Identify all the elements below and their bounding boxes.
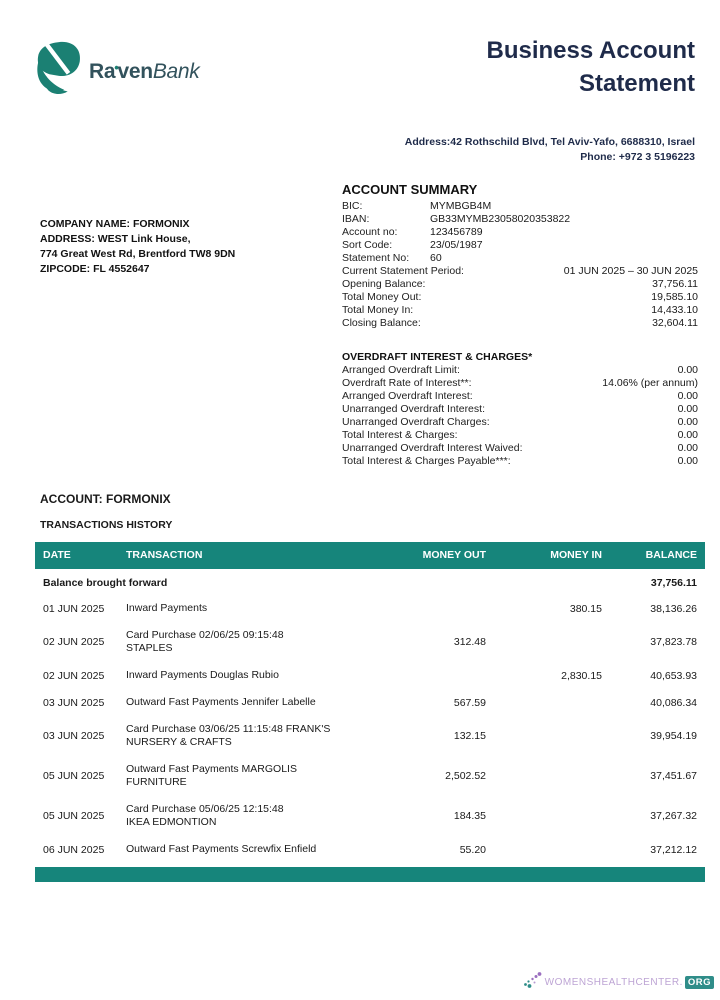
bank-logo [33,40,199,103]
summary-row-opening-balance: Opening Balance: 37,756.11 [342,278,698,290]
overdraft-row-total-charges: Total Interest & Charges: 0.00 [342,429,698,441]
col-header-balance: BALANCE [645,549,697,561]
summary-row-account-no: Account no: 123456789 [342,226,483,238]
table-row [35,662,705,689]
overdraft-row-rate: Overdraft Rate of Interest**: 14.06% (per annum) [342,377,698,389]
company-address-line1: ADDRESS: WEST Link House, [40,233,191,245]
table-row [35,689,705,716]
table-row [35,796,705,836]
tx-money-in: 2,830.15 [561,669,602,682]
col-header-money-in: MONEY IN [550,549,602,561]
tx-money-out: 184.35 [453,810,486,822]
bank-phone: Phone: +972 3 5196223 [580,151,695,163]
tx-balance: 38,136.26 [650,602,697,615]
overdraft-row-limit: Arranged Overdraft Limit: 0.00 [342,364,698,376]
opening-row-label: Balance brought forward [43,577,168,589]
overdraft-section [342,351,698,468]
bank-contact-block [405,135,695,165]
tx-description: Outward Fast Payments Jennifer Labelle [126,696,316,708]
col-header-money-out: MONEY OUT [422,549,486,561]
table-row [35,756,705,796]
tx-date: 02 JUN 2025 [43,636,105,648]
tx-money-out: 55.20 [459,843,486,856]
logo-part3: Bank [152,59,200,83]
summary-row-total-money-in: Total Money In: 14,433.10 [342,304,698,316]
table-row [35,622,705,662]
overdraft-heading: OVERDRAFT INTEREST & CHARGES* [342,351,533,363]
company-name: COMPANY NAME: FORMONIX [40,218,190,230]
account-summary-heading: ACCOUNT SUMMARY [342,182,478,197]
balance-brought-forward-row [35,569,705,595]
overdraft-row-arranged-interest: Arranged Overdraft Interest: 0.00 [342,390,698,402]
tx-balance: 40,653.93 [650,669,697,682]
tx-description: Card Purchase 05/06/25 12:15:48 IKEA EDMONTION [126,803,284,828]
tx-balance: 37,823.78 [650,636,697,648]
tx-date: 06 JUN 2025 [43,843,105,856]
bank-logo-text [89,60,199,84]
summary-row-bic: BIC: MYMBGB4M [342,200,492,212]
watermark-text: WOMENSHEALTHCENTER. [544,977,683,988]
tx-date: 02 JUN 2025 [43,669,105,682]
tx-date: 03 JUN 2025 [43,696,105,709]
tx-date: 05 JUN 2025 [43,810,105,822]
tx-balance: 37,267.32 [650,810,697,822]
tx-description: Inward Payments Douglas Rubio [126,669,279,681]
summary-row-statement-period: Current Statement Period: 01 JUN 2025 – 30 JUN 2025 [342,265,698,277]
table-row [35,595,705,622]
tx-money-in: 380.15 [569,602,602,615]
transactions-table [35,542,705,882]
summary-row-statement-no: Statement No: 60 [342,252,442,264]
watermark-dots-icon [523,971,543,994]
account-heading: ACCOUNT: FORMONIX [40,492,171,506]
col-header-transaction: TRANSACTION [126,549,203,561]
summary-row-total-money-out: Total Money Out: 19,585.10 [342,291,698,303]
overdraft-row-unarranged-interest: Unarranged Overdraft Interest: 0.00 [342,403,698,415]
logo-dot-icon: • [114,59,119,75]
company-address-line2: 774 Great West Rd, Brentford TW8 9DN [40,248,236,260]
tx-money-out: 132.15 [453,730,486,742]
tx-money-out: 2,502.52 [445,770,486,782]
tx-date: 03 JUN 2025 [43,730,105,742]
col-header-date: DATE [43,549,71,561]
watermark [523,971,714,994]
tx-date: 01 JUN 2025 [43,602,105,615]
tx-description: Outward Fast Payments Screwfix Enfield [126,843,317,855]
opening-row-balance: 37,756.11 [650,577,697,589]
tx-money-out: 567.59 [453,696,486,709]
company-zipcode: ZIPCODE: FL 4552647 [40,263,150,275]
transactions-history-heading: TRANSACTIONS HISTORY [40,519,173,531]
summary-row-closing-balance: Closing Balance: 32,604.11 [342,317,698,329]
tx-description: Card Purchase 02/06/25 09:15:48 STAPLES [126,629,284,654]
overdraft-row-waived: Unarranged Overdraft Interest Waived: 0.00 [342,442,698,454]
page-title: Business Account Statement [486,37,695,97]
tx-balance: 39,954.19 [650,730,697,742]
tx-date: 05 JUN 2025 [43,770,105,782]
overdraft-row-payable: Total Interest & Charges Payable***: 0.00 [342,455,698,467]
tx-money-out: 312.48 [453,636,486,648]
tx-balance: 40,086.34 [650,696,697,709]
tx-description: Card Purchase 03/06/25 11:15:48 FRANK'S NURSERY & CRAFTS [126,723,331,748]
tx-description: Inward Payments [126,602,208,614]
company-info-block [40,217,235,277]
raven-wing-icon [33,40,85,103]
watermark-org-badge: ORG [685,976,714,989]
summary-row-iban: IBAN: GB33MYMB23058020353822 [342,213,571,225]
transactions-header-row [35,542,705,569]
logo-part1: Ra [89,59,116,83]
table-row [35,836,705,863]
account-summary-section [342,182,698,330]
tx-balance: 37,451.67 [650,770,697,782]
summary-row-sort-code: Sort Code: 23/05/1987 [342,239,483,251]
tx-description: Outward Fast Payments MARGOLIS FURNITURE [126,763,297,788]
bank-address: Address:42 Rothschild Blvd, Tel Aviv-Yafo, 6688310, Israel [404,136,695,148]
table-row [35,716,705,756]
table-footer-bar [35,867,705,882]
tx-balance: 37,212.12 [650,843,697,856]
logo-part2: ven [117,59,153,83]
overdraft-row-unarranged-charges: Unarranged Overdraft Charges: 0.00 [342,416,698,428]
